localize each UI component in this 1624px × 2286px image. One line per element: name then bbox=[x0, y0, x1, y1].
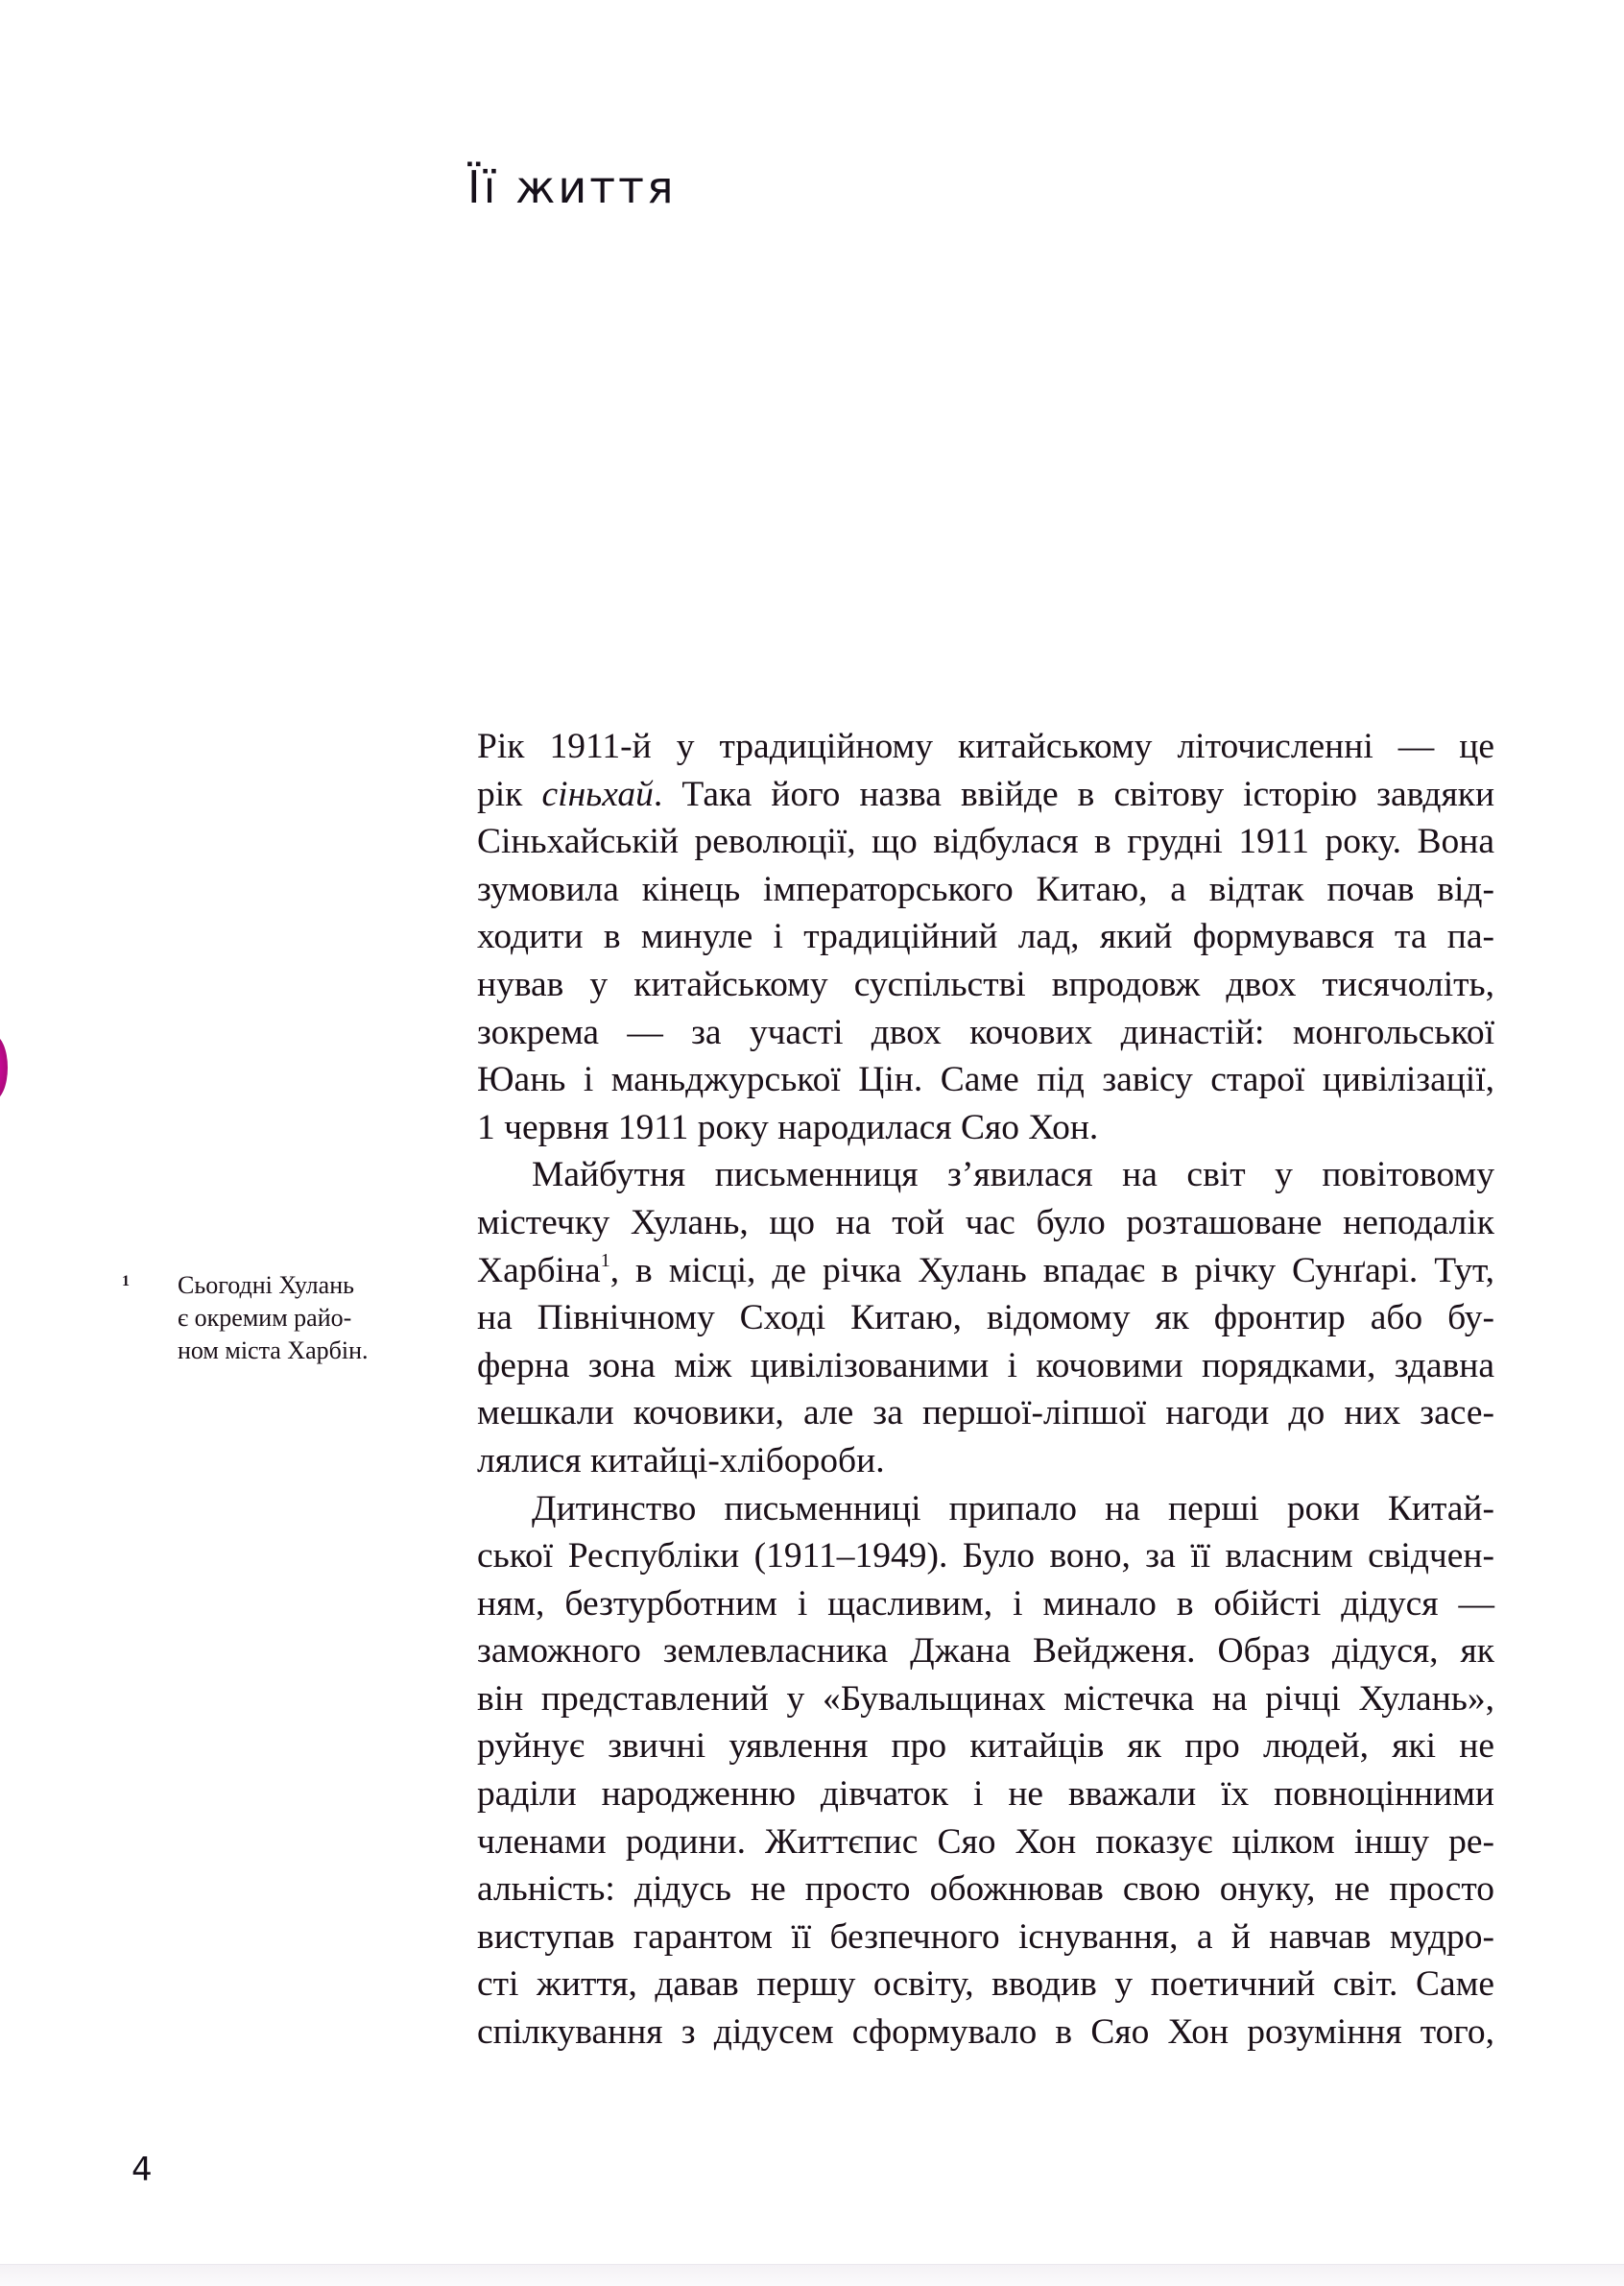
body-line: Рік 1911-й у традиційному китайському літочисленні — це bbox=[477, 727, 1494, 766]
body-line: Дитинство письменниці припало на перші роки Китай- bbox=[532, 1488, 1494, 1528]
body-line: ферна зона між цивілізованими і кочовими порядками, здавна bbox=[477, 1345, 1494, 1385]
body-line: ської Республіки (1911–1949). Було воно, за її власним свідчен- bbox=[477, 1536, 1494, 1576]
body-line-text: рік bbox=[477, 774, 542, 814]
body-line: сті життя, давав першу освіту, вводив у поетичний світ. Саме bbox=[477, 1964, 1494, 2005]
body-line: членами родини. Життєпис Сяо Хон показує цілком іншу ре- bbox=[477, 1821, 1494, 1862]
page-number: 4 bbox=[131, 2151, 153, 2189]
footnote-reference[interactable]: 1 bbox=[600, 1249, 610, 1271]
footnote bbox=[122, 1269, 429, 1367]
body-line: спілкування з дідусем сформувало в Сяо Хон розуміння того, bbox=[477, 2012, 1494, 2053]
body-line: мешкали кочовики, але за першої-ліпшої нагоди до них засе- bbox=[477, 1393, 1494, 1433]
body-line-text: Харбіна bbox=[477, 1250, 601, 1290]
body-line: раділи народженню дівчаток і не вважали їх повноцінними bbox=[477, 1774, 1494, 1815]
footnote-line: є окремим райо- bbox=[178, 1304, 352, 1332]
body-line: на Північному Сході Китаю, відомому як фронтир або бу- bbox=[477, 1298, 1494, 1338]
body-line: зумовила кінець імператорського Китаю, а відтак почав від- bbox=[477, 869, 1494, 909]
body-line: 1 червня 1911 року народилася Сяо Хон. bbox=[477, 1107, 1099, 1147]
body-line: Сіньхайській революції, що відбулася в грудні 1911 року. Вона bbox=[477, 822, 1494, 862]
body-line: Юань і маньджурської Цін. Саме під завісу старої цивілізації, bbox=[477, 1060, 1494, 1100]
body-line bbox=[477, 1247, 1494, 1295]
body-line: ням, безтурботним і щасливим, і минало в обійсті дідуся — bbox=[477, 1583, 1494, 1624]
body-line: альність: дідусь не просто обожнював свою онуку, не просто bbox=[477, 1869, 1494, 1910]
body-line: зокрема — за участі двох кочових династій: монгольської bbox=[477, 1012, 1494, 1052]
footnote-line: ном міста Харбін. bbox=[178, 1336, 369, 1364]
italic-term: сіньхай bbox=[541, 774, 654, 814]
footnote-line: Сьогодні Хулань bbox=[178, 1271, 354, 1299]
body-line: Майбутня письменниця з’явилася на світ у повітовому bbox=[532, 1155, 1494, 1195]
footnote-text bbox=[178, 1269, 429, 1367]
body-line: заможного землевласника Джана Вейдженя. Образ дідуся, як bbox=[477, 1631, 1494, 1672]
body-line-text: , в місці, де річка Хулань впадає в річку Сунґарі. Тут, bbox=[609, 1250, 1494, 1290]
body-line: ходити в минуле і традиційний лад, який формувався та па- bbox=[477, 917, 1494, 957]
body-text bbox=[477, 723, 1494, 2057]
body-line bbox=[477, 771, 1494, 819]
body-line: руйнує звичні уявлення про китайців як про людей, які не bbox=[477, 1726, 1494, 1767]
body-line: нував у китайському суспільстві впродовж двох тисячоліть, bbox=[477, 964, 1494, 1004]
chapter-title: Її життя bbox=[467, 161, 677, 213]
body-line: лялися китайці-хлібороби. bbox=[477, 1440, 885, 1480]
body-line: виступав гарантом її безпечного існування, а й навчав мудро- bbox=[477, 1916, 1494, 1957]
page-edge-color-tab bbox=[0, 1035, 8, 1100]
body-line: містечку Хулань, що на той час було розташоване неподалік bbox=[477, 1202, 1494, 1242]
body-line-text: . Така його назва ввійде в світову історію завдяки bbox=[653, 774, 1495, 814]
footnote-marker: 1 bbox=[122, 1273, 130, 1289]
body-line: він представлений у «Бувальщинах містечка на річці Хулань», bbox=[477, 1678, 1494, 1719]
page-bottom-edge bbox=[0, 2264, 1624, 2286]
